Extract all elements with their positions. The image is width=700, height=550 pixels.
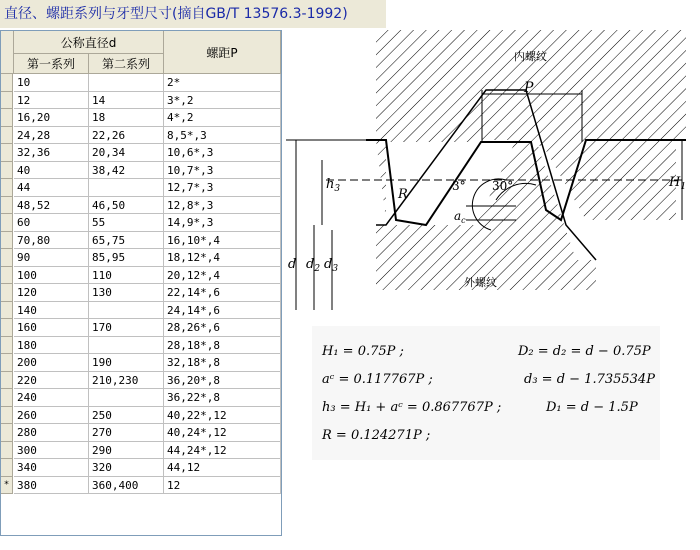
- thread-table: [0, 30, 282, 536]
- cell-pitch[interactable]: 12,7*,3: [164, 179, 281, 197]
- window-title: 直径、螺距系列与牙型尺寸(摘自GB/T 13576.3-1992): [0, 0, 386, 28]
- formula-D1: D₁ = d − 1.5P: [546, 400, 638, 415]
- header-series-2[interactable]: 第二系列: [89, 54, 164, 74]
- label-h3: $h_3$: [326, 177, 341, 194]
- cell-pitch[interactable]: 40,24*,12: [164, 424, 281, 442]
- cell-series-2[interactable]: 320: [89, 459, 164, 477]
- label-inner-thread: 内螺纹: [514, 50, 547, 63]
- cell-series-1[interactable]: 100: [14, 267, 89, 285]
- cell-series-2[interactable]: 130: [89, 284, 164, 302]
- label-angle-3: 3°: [452, 179, 466, 193]
- cell-series-1[interactable]: 16,20: [14, 109, 89, 127]
- cell-series-1[interactable]: 260: [14, 407, 89, 425]
- cell-pitch[interactable]: 32,18*,8: [164, 354, 281, 372]
- cell-pitch[interactable]: 28,26*,6: [164, 319, 281, 337]
- thread-profile-svg: [286, 30, 696, 320]
- cell-pitch[interactable]: 16,10*,4: [164, 232, 281, 250]
- row-selector[interactable]: [1, 267, 13, 285]
- label-R: R: [398, 187, 408, 202]
- row-selector[interactable]: [1, 407, 13, 425]
- cell-series-2[interactable]: 270: [89, 424, 164, 442]
- cell-pitch[interactable]: 12,8*,3: [164, 197, 281, 215]
- cell-series-2[interactable]: 22,26: [89, 127, 164, 145]
- formula-D2: D₂ = d₂ = d − 0.75P: [518, 344, 651, 359]
- formula-H1: H₁ = 0.75P ;: [322, 344, 404, 359]
- cell-pitch[interactable]: 8,5*,3: [164, 127, 281, 145]
- cell-series-2[interactable]: [89, 337, 164, 355]
- row-selector[interactable]: *: [1, 477, 13, 495]
- formula-panel: [312, 326, 660, 460]
- label-d2: $d_2$: [306, 257, 321, 274]
- corner-header[interactable]: [1, 31, 14, 74]
- cell-series-2[interactable]: 20,34: [89, 144, 164, 162]
- cell-pitch[interactable]: 14,9*,3: [164, 214, 281, 232]
- cell-series-2[interactable]: 46,50: [89, 197, 164, 215]
- formula-R: R = 0.124271P ;: [322, 428, 431, 443]
- cell-series-1[interactable]: 12: [14, 92, 89, 110]
- cell-series-1[interactable]: 340: [14, 459, 89, 477]
- cell-pitch[interactable]: 22,14*,6: [164, 284, 281, 302]
- formula-ac: aᶜ = 0.117767P ;: [322, 372, 433, 387]
- row-selector[interactable]: [1, 197, 13, 215]
- row-selector[interactable]: [1, 74, 13, 92]
- cell-series-2[interactable]: 360,400: [89, 477, 164, 495]
- formula-h3: h₃ = H₁ + aᶜ = 0.867767P ;: [322, 400, 502, 415]
- cell-series-2[interactable]: 210,230: [89, 372, 164, 390]
- cell-series-1[interactable]: 48,52: [14, 197, 89, 215]
- cell-series-2[interactable]: 85,95: [89, 249, 164, 267]
- cell-pitch[interactable]: 4*,2: [164, 109, 281, 127]
- row-selector[interactable]: [1, 127, 13, 145]
- cell-pitch[interactable]: 24,14*,6: [164, 302, 281, 320]
- cell-pitch[interactable]: 10,6*,3: [164, 144, 281, 162]
- cell-pitch[interactable]: 18,12*,4: [164, 249, 281, 267]
- cell-series-2[interactable]: 18: [89, 109, 164, 127]
- row-selector[interactable]: [1, 214, 13, 232]
- row-selector[interactable]: [1, 144, 13, 162]
- header-pitch[interactable]: 螺距P: [164, 31, 281, 74]
- label-d3: $d_3$: [324, 257, 339, 274]
- cell-series-1[interactable]: 180: [14, 337, 89, 355]
- header-series-1[interactable]: 第一系列: [14, 54, 89, 74]
- cell-series-2[interactable]: 170: [89, 319, 164, 337]
- label-outer-thread: 外螺纹: [464, 276, 497, 289]
- label-H1: $H_1$: [669, 175, 687, 192]
- cell-series-1[interactable]: 140: [14, 302, 89, 320]
- cell-pitch[interactable]: 36,20*,8: [164, 372, 281, 390]
- label-P: P: [524, 80, 534, 96]
- cell-pitch[interactable]: 44,12: [164, 459, 281, 477]
- cell-series-2[interactable]: 14: [89, 92, 164, 110]
- row-selector[interactable]: [1, 92, 13, 110]
- row-selector[interactable]: [1, 232, 13, 250]
- row-selector[interactable]: [1, 302, 13, 320]
- cell-pitch[interactable]: 36,22*,8: [164, 389, 281, 407]
- row-selector[interactable]: [1, 162, 13, 180]
- cell-series-2[interactable]: 110: [89, 267, 164, 285]
- row-selector[interactable]: [1, 249, 13, 267]
- cell-series-1[interactable]: 10: [14, 74, 89, 92]
- cell-series-1[interactable]: 32,36: [14, 144, 89, 162]
- cell-series-1[interactable]: 40: [14, 162, 89, 180]
- cell-pitch[interactable]: 10,7*,3: [164, 162, 281, 180]
- row-selector[interactable]: [1, 179, 13, 197]
- row-selector[interactable]: [1, 354, 13, 372]
- cell-pitch[interactable]: 3*,2: [164, 92, 281, 110]
- cell-series-1[interactable]: 160: [14, 319, 89, 337]
- row-selector[interactable]: [1, 319, 13, 337]
- row-selector[interactable]: [1, 389, 13, 407]
- cell-series-2[interactable]: [89, 74, 164, 92]
- cell-series-1[interactable]: 24,28: [14, 127, 89, 145]
- cell-series-2[interactable]: 55: [89, 214, 164, 232]
- cell-pitch[interactable]: 20,12*,4: [164, 267, 281, 285]
- label-ac: $a_c$: [454, 209, 466, 225]
- row-selector[interactable]: [1, 284, 13, 302]
- cell-series-2[interactable]: [89, 179, 164, 197]
- cell-series-1[interactable]: 220: [14, 372, 89, 390]
- cell-series-2[interactable]: [89, 389, 164, 407]
- cell-series-1[interactable]: 70,80: [14, 232, 89, 250]
- thread-profile-diagram: [286, 30, 696, 320]
- row-selector[interactable]: [1, 372, 13, 390]
- cell-series-2[interactable]: 250: [89, 407, 164, 425]
- cell-series-1[interactable]: 44: [14, 179, 89, 197]
- cell-pitch[interactable]: 2*: [164, 74, 281, 92]
- cell-series-1[interactable]: 200: [14, 354, 89, 372]
- cell-series-1[interactable]: 280: [14, 424, 89, 442]
- cell-pitch[interactable]: 44,24*,12: [164, 442, 281, 460]
- cell-series-1[interactable]: 60: [14, 214, 89, 232]
- label-d: d: [288, 257, 297, 272]
- cell-series-2[interactable]: 190: [89, 354, 164, 372]
- cell-pitch[interactable]: 28,18*,8: [164, 337, 281, 355]
- formula-d3: d₃ = d − 1.735534P: [524, 372, 655, 387]
- cell-series-1[interactable]: 380: [14, 477, 89, 495]
- row-selector[interactable]: [1, 442, 13, 460]
- row-selector[interactable]: [1, 459, 13, 477]
- cell-series-1[interactable]: 90: [14, 249, 89, 267]
- row-selector[interactable]: [1, 337, 13, 355]
- row-selector[interactable]: [1, 109, 13, 127]
- cell-pitch[interactable]: 12: [164, 477, 281, 495]
- cell-series-2[interactable]: 38,42: [89, 162, 164, 180]
- header-group-diameter[interactable]: 公称直径d: [14, 31, 164, 54]
- cell-series-2[interactable]: 290: [89, 442, 164, 460]
- label-angle-30: 30°: [492, 179, 514, 193]
- cell-series-2[interactable]: 65,75: [89, 232, 164, 250]
- cell-pitch[interactable]: 40,22*,12: [164, 407, 281, 425]
- cell-series-1[interactable]: 240: [14, 389, 89, 407]
- cell-series-2[interactable]: [89, 302, 164, 320]
- cell-series-1[interactable]: 300: [14, 442, 89, 460]
- cell-series-1[interactable]: 120: [14, 284, 89, 302]
- row-selector[interactable]: [1, 424, 13, 442]
